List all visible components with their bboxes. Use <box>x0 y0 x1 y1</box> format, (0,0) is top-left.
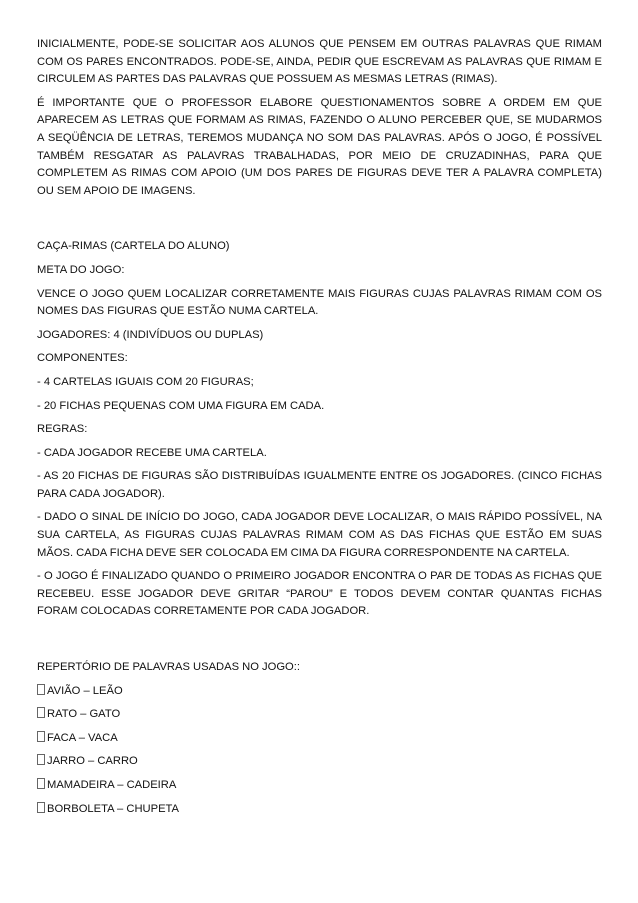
rules-heading: REGRAS: <box>37 423 88 436</box>
word-pair: BORBOLETA – CHUPETA <box>47 802 180 815</box>
bullet-icon <box>37 754 45 765</box>
meta-heading: META DO JOGO: <box>37 263 125 276</box>
bullet-icon <box>37 731 45 742</box>
word-pair: RATO – GATO <box>47 708 121 721</box>
intro-paragraph-1: INICIALMENTE, PODE-SE SOLICITAR AOS ALUNOS QUE PENSEM EM OUTRAS PALAVRAS QUE RIMAM COM OS PARES ENCONTRADOS. PODE-SE, AINDA, PEDIR QUE ESCREVAM AS PALAVRAS QUE RIMAM E CIRCULEM AS PARTES DAS PALAVRAS QUE POSSUEM AS MESMAS LETRAS (RIMAS). <box>37 38 602 86</box>
word-pair: JARRO – CARRO <box>47 755 138 768</box>
repertoire-heading: REPERTÓRIO DE PALAVRAS USADAS NO JOGO:: <box>37 661 300 674</box>
word-pair: AVIÃO – LEÃO <box>47 684 123 697</box>
list-item <box>37 777 602 795</box>
list-item <box>37 683 602 701</box>
meta-text: VENCE O JOGO QUEM LOCALIZAR CORRETAMENTE MAIS FIGURAS CUJAS PALAVRAS RIMAM COM OS NOMES DAS FIGURAS QUE ESTÃO NUMA CARTELA. <box>37 287 602 318</box>
list-item <box>37 801 602 819</box>
word-pair: FACA – VACA <box>47 731 118 744</box>
rule-item: - O JOGO É FINALIZADO QUANDO O PRIMEIRO JOGADOR ENCONTRA O PAR DE TODAS AS FICHAS QUE RECEBEU. ESSE JOGADOR DEVE GRITAR “PAROU” E TODOS DEVEM CONTAR QUANTAS FICHAS FORAM COLOCADAS CORRETAMENTE POR CADA JOGADOR. <box>37 570 602 618</box>
players-text: JOGADORES: 4 (INDIVÍDUOS OU DUPLAS) <box>37 328 264 341</box>
bullet-icon <box>37 707 45 718</box>
word-pair: MAMADEIRA – CADEIRA <box>47 779 177 791</box>
list-item <box>37 730 602 748</box>
bullet-icon <box>37 802 45 813</box>
document-page <box>37 36 602 818</box>
components-heading: COMPONENTES: <box>37 352 128 365</box>
bullet-icon <box>37 684 45 695</box>
repertoire-list <box>37 683 602 819</box>
list-item <box>37 706 602 724</box>
bullet-icon <box>37 778 45 789</box>
list-item <box>37 753 602 771</box>
intro-paragraph-2: É IMPORTANTE QUE O PROFESSOR ELABORE QUESTIONAMENTOS SOBRE A ORDEM EM QUE APARECEM AS LETRAS QUE FORMAM AS RIMAS, FAZENDO O ALUNO PERCEBER QUE, SE MUDARMOS A SEQÜÊNCIA DE LETRAS, TEREMOS MUDANÇA NO SOM DAS PALAVRAS. APÓS O JOGO, É POSSÍVEL TAMBÉM RESGATAR AS PALAVRAS TRABALHADAS, POR MEIO DE CRUZADINHAS, PARA QUE COMPLETEM AS RIMAS COM APOIO (UM DOS PARES DE FIGURAS DEVE TER A PALAVRA COMPLETA) OU SEM APOIO DE IMAGENS. <box>37 96 602 197</box>
rule-item: - CADA JOGADOR RECEBE UMA CARTELA. <box>37 446 267 459</box>
game-title: CAÇA-RIMAS (CARTELA DO ALUNO) <box>37 240 230 253</box>
component-item: - 20 FICHAS PEQUENAS COM UMA FIGURA EM CADA. <box>37 399 325 412</box>
rule-item: - AS 20 FICHAS DE FIGURAS SÃO DISTRIBUÍDAS IGUALMENTE ENTRE OS JOGADORES. (CINCO FICHAS PARA CADA JOGADOR). <box>37 470 602 500</box>
rule-item: - DADO O SINAL DE INÍCIO DO JOGO, CADA JOGADOR DEVE LOCALIZAR, O MAIS RÁPIDO POSSÍVEL, NA SUA CARTELA, AS FIGURAS CUJAS PALAVRAS RIMAM COM AS DAS FICHAS QUE ESTÃO EM SUAS MÃOS. CADA FICHA DEVE SER COLOCADA EM CIMA DA FIGURA CORRESPONDENTE NA CARTELA. <box>37 511 602 559</box>
component-item: - 4 CARTELAS IGUAIS COM 20 FIGURAS; <box>37 375 254 388</box>
